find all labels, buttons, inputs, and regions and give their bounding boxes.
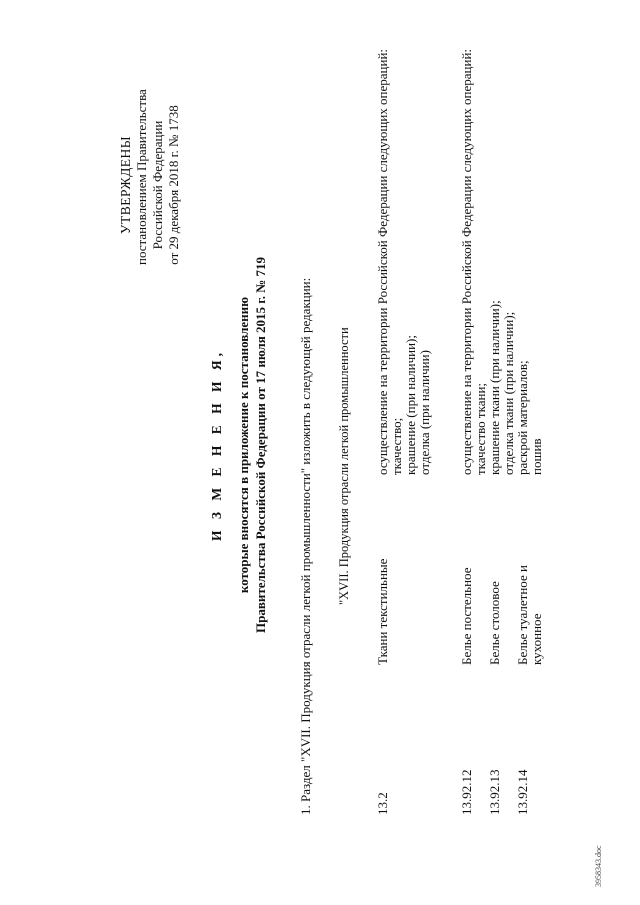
- operation-line: крашение ткани (при наличии);: [487, 300, 502, 475]
- operation-line: раскрой материалов;: [515, 360, 530, 475]
- row-code: 13.92.12: [459, 769, 474, 815]
- approval-line: от 29 декабря 2018 г. № 1738: [166, 105, 181, 265]
- row-name: [516, 475, 544, 665]
- operation-line: осуществление на территории Российской Федерации следующих операций:: [459, 48, 474, 475]
- row-name: Белье столовое: [487, 581, 502, 665]
- row-code: 13.2: [375, 792, 390, 815]
- heading-line: которые вносятся в приложение к постановлению: [236, 296, 251, 594]
- paragraph-1: 1. Раздел "XVII. Продукция отрасли легкой промышленности" изложить в следующей редакции:: [298, 277, 313, 815]
- operation-line: крашение (при наличии);: [403, 335, 418, 475]
- row-code: 13.92.13: [487, 769, 502, 815]
- table-row: [460, 45, 488, 815]
- section-title: "XVII. Продукция отрасли легкой промышленности: [337, 327, 351, 605]
- table-row: [376, 45, 460, 815]
- row-name: Ткани текстильные: [375, 558, 390, 665]
- row-name: Белье постельное: [459, 567, 474, 665]
- operation-line: пошив: [529, 438, 544, 475]
- approval-title: УТВЕРЖДЕНЫ: [118, 135, 133, 235]
- footer-doc-code: 3958343.doc: [594, 845, 603, 887]
- heading-line: Правительства Российской Федерации от 17 июля 2015 г. № 719: [253, 256, 268, 634]
- operation-line: ткачество ткани;: [473, 382, 488, 475]
- operation-line: ткачество;: [389, 417, 404, 475]
- operation-line: отделка ткани (при наличии);: [501, 311, 516, 475]
- approval-line: постановлением Правительства: [134, 89, 149, 265]
- row-operations: [376, 45, 460, 475]
- row-name-line: кухонное: [529, 613, 544, 665]
- approval-block: [118, 89, 182, 265]
- row-name-line: Белье туалетное и: [515, 565, 530, 665]
- row-code: 13.92.14: [515, 769, 530, 815]
- operation-line: осуществление на территории Российской Федерации следующих операций:: [375, 48, 390, 475]
- document-heading: [208, 185, 269, 705]
- heading-title: И З М Е Н Е Н И Я,: [209, 349, 224, 542]
- row-operations: [460, 45, 544, 475]
- operation-line: отделка (при наличии): [417, 350, 432, 475]
- approval-line: Российской Федерации: [150, 120, 165, 250]
- products-table: [376, 45, 544, 815]
